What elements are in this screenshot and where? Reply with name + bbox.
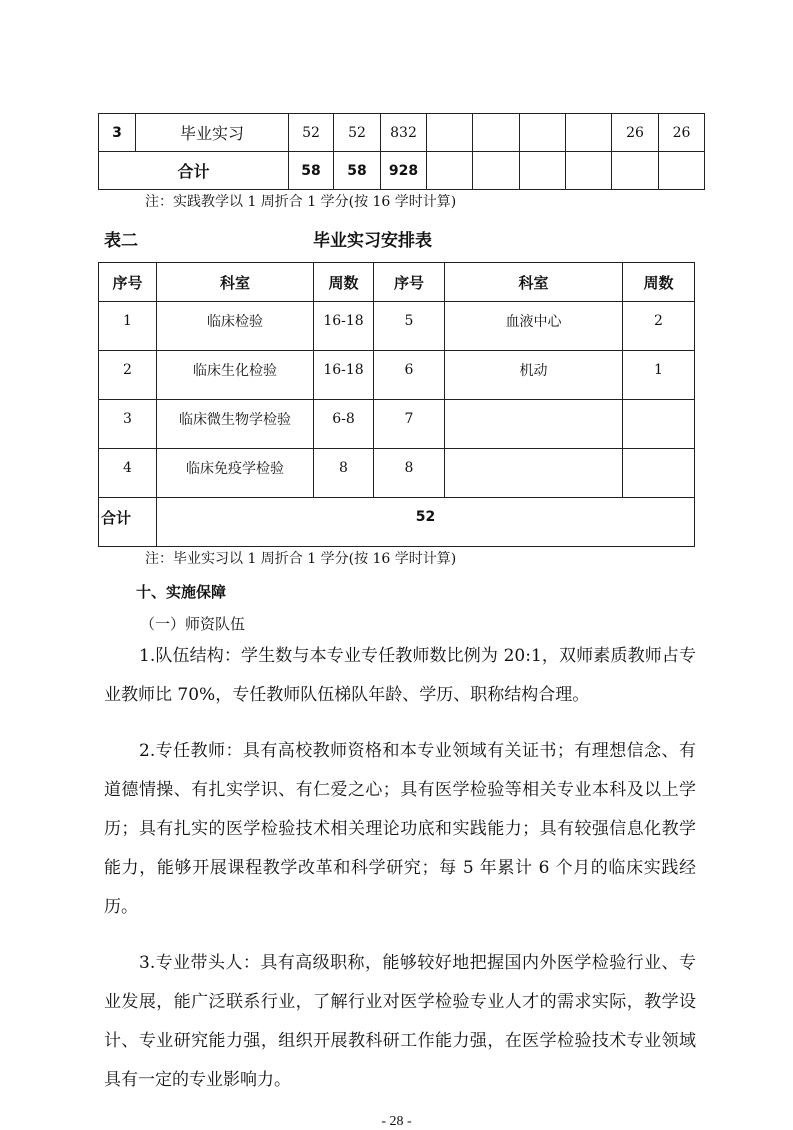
- cell: [473, 152, 520, 190]
- table-total-row: [99, 152, 705, 190]
- cell: 2: [623, 302, 695, 351]
- cell: 52: [289, 114, 334, 152]
- cell: 3: [99, 400, 157, 449]
- cell: 16-18: [314, 351, 374, 400]
- cell: [566, 152, 612, 190]
- cell: 临床检验: [157, 302, 314, 351]
- cell: 6-8: [314, 400, 374, 449]
- cell: 52: [334, 114, 381, 152]
- cell: 26: [612, 114, 659, 152]
- total-cell: 58: [334, 152, 381, 190]
- paragraph: 2.专任教师：具有高校教师资格和本专业领域有关证书；有理想信念、有道德情操、有扎实学识、有仁爱之心；具有医学检验等相关专业本科及以上学历；具有扎实的医学检验技术相关理论功底和实践能力；具有较强信息化教学能力，能够开展课程教学改革和科学研究；每 5 年累计 6 个月的临床实践经历。: [104, 741, 696, 917]
- cell: 5: [374, 302, 445, 351]
- cell: 临床生化检验: [157, 351, 314, 400]
- cell: 26: [659, 114, 705, 152]
- header-cell: 序号: [374, 263, 445, 302]
- table-row: [99, 302, 695, 351]
- cell: [659, 152, 705, 190]
- cell: 血液中心: [445, 302, 623, 351]
- cell: 机动: [445, 351, 623, 400]
- table-row: [99, 400, 695, 449]
- section-subheading: （一）师资队伍: [140, 615, 246, 633]
- table-row: [99, 449, 695, 498]
- cell: 临床免疫学检验: [157, 449, 314, 498]
- header-cell: 科室: [157, 263, 314, 302]
- internship-schedule-table: [98, 262, 695, 547]
- cell: [520, 152, 566, 190]
- section-body: [0, 637, 793, 1100]
- cell: 832: [381, 114, 427, 152]
- table-header-row: [99, 263, 695, 302]
- cell: [427, 152, 473, 190]
- total-label: 合计: [99, 152, 289, 190]
- cell: 8: [314, 449, 374, 498]
- table-total-row: [99, 498, 695, 547]
- row-number: 3: [99, 114, 136, 152]
- cell: [566, 114, 612, 152]
- total-label: 合计: [99, 498, 157, 547]
- row-name: 毕业实习: [136, 114, 289, 152]
- header-cell: 科室: [445, 263, 623, 302]
- cell: 16-18: [314, 302, 374, 351]
- cell: [520, 114, 566, 152]
- table2-caption: [0, 230, 793, 256]
- cell: 7: [374, 400, 445, 449]
- table2-title: 毕业实习安排表: [313, 231, 432, 251]
- table1-note: 注：实践教学以 1 周折合 1 学分(按 16 学时计算): [145, 194, 457, 210]
- table-row: [99, 114, 705, 152]
- cell: [427, 114, 473, 152]
- cell: [445, 400, 623, 449]
- cell: 8: [374, 449, 445, 498]
- cell: 6: [374, 351, 445, 400]
- cell: 1: [623, 351, 695, 400]
- practice-teaching-table: [98, 113, 705, 190]
- table2-label: 表二: [104, 231, 138, 251]
- cell: [623, 400, 695, 449]
- total-value: 52: [157, 498, 695, 547]
- header-cell: 周数: [623, 263, 695, 302]
- table2-note: 注：毕业实习以 1 周折合 1 学分(按 16 学时计算): [145, 551, 457, 567]
- cell: 4: [99, 449, 157, 498]
- cell: 2: [99, 351, 157, 400]
- total-cell: 928: [381, 152, 427, 190]
- cell: [473, 114, 520, 152]
- paragraph: 1.队伍结构：学生数与本专业专任教师数比例为 20:1，双师素质教师占专业教师比 70%，专任教师队伍梯队年龄、学历、职称结构合理。: [104, 646, 696, 705]
- paragraph: 3.专业带头人：具有高级职称，能够较好地把握国内外医学检验行业、专业发展，能广泛联系行业，了解行业对医学检验专业人才的需求实际，教学设计、专业研究能力强，组织开展教科研工作能力强，在医学检验技术专业领域具有一定的专业影响力。: [104, 953, 696, 1090]
- cell: [445, 449, 623, 498]
- cell: 临床微生物学检验: [157, 400, 314, 449]
- section-heading: 十、实施保障: [136, 583, 227, 601]
- page-number: - 28 -: [381, 1114, 412, 1129]
- cell: 1: [99, 302, 157, 351]
- header-cell: 周数: [314, 263, 374, 302]
- total-cell: 58: [289, 152, 334, 190]
- header-cell: 序号: [99, 263, 157, 302]
- cell: [612, 152, 659, 190]
- cell: [623, 449, 695, 498]
- table-row: [99, 351, 695, 400]
